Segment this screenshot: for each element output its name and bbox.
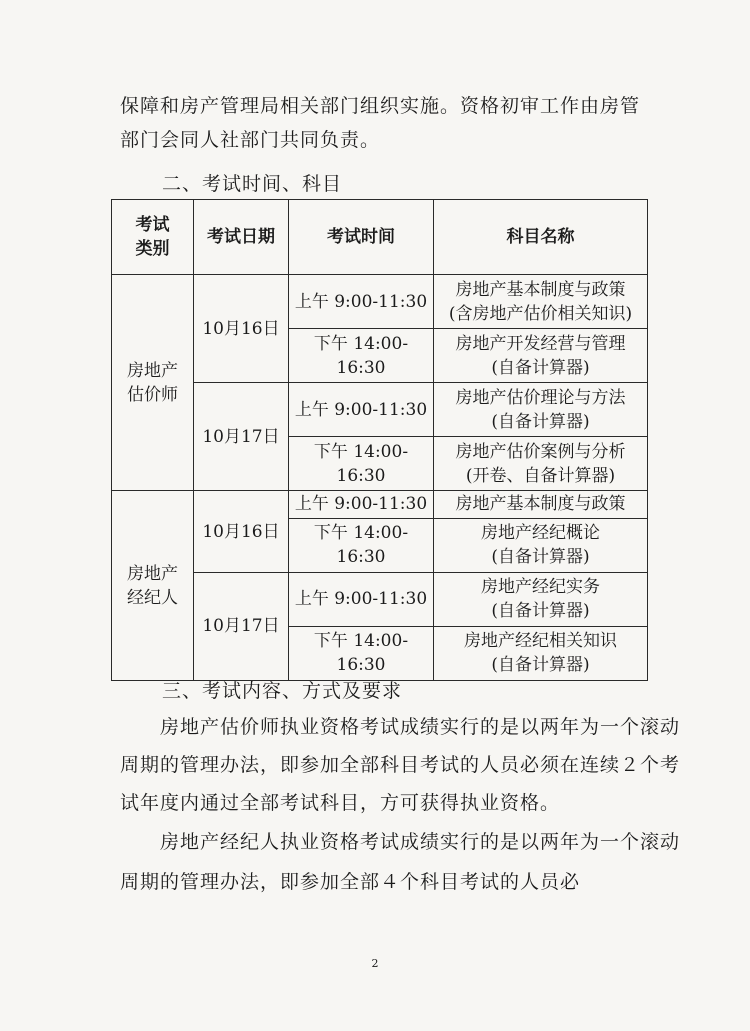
table-row: [112, 491, 648, 519]
time-cell: 下午 14:00-16:30: [289, 329, 434, 383]
table-header-row: [112, 200, 648, 275]
section-2-heading: 二、考试时间、科目: [162, 173, 343, 195]
time-cell: 下午 14:00-16:30: [289, 626, 434, 680]
subject-cell: 房地产经纪实务 (自备计算器): [434, 572, 648, 626]
time-cell: 下午 14:00-16:30: [289, 518, 434, 572]
time-cell: 上午 9:00-11:30: [289, 572, 434, 626]
subject-cell: 房地产估价案例与分析 (开卷、自备计算器): [434, 437, 648, 491]
category-cell: 房地产 经纪人: [112, 491, 194, 681]
date-cell: 10月16日: [194, 275, 289, 383]
body-paragraph-1: 房地产估价师执业资格考试成绩实行的是以两年为一个滚动周期的管理办法，即参加全部科目考试的人员必须在连续２个考试年度内通过全部考试科目，方可获得执业资格。: [120, 716, 681, 814]
category-cell: 房地产 估价师: [112, 275, 194, 491]
header-date: 考试日期: [194, 200, 289, 275]
page-number: 2: [371, 957, 379, 970]
time-cell: 上午 9:00-11:30: [289, 275, 434, 329]
time-cell: 下午 14:00-16:30: [289, 437, 434, 491]
exam-schedule-table: [111, 199, 648, 681]
date-cell: 10月17日: [194, 383, 289, 491]
intro-line-1: 保障和房产管理局相关部门组织实施。资格初审工作由房管: [120, 95, 641, 117]
header-subject: 科目名称: [434, 200, 648, 275]
intro-paragraph: [120, 89, 680, 157]
intro-line-2: 部门会同人社部门共同负责。: [120, 129, 381, 151]
table-row: [112, 275, 648, 329]
time-cell: 上午 9:00-11:30: [289, 383, 434, 437]
subject-cell: 房地产开发经营与管理 (自备计算器): [434, 329, 648, 383]
date-cell: 10月16日: [194, 491, 289, 573]
subject-cell: 房地产估价理论与方法 (自备计算器): [434, 383, 648, 437]
body-paragraph-2: 房地产经纪人执业资格考试成绩实行的是以两年为一个滚动周期的管理办法，即参加全部４个科目考试的人员必: [120, 831, 681, 893]
header-time: 考试时间: [289, 200, 434, 275]
section-3-heading: 三、考试内容、方式及要求: [162, 680, 403, 702]
subject-cell: 房地产经纪概论 (自备计算器): [434, 518, 648, 572]
date-cell: 10月17日: [194, 572, 289, 680]
header-category: 考试 类别: [112, 200, 194, 275]
subject-cell: 房地产经纪相关知识 (自备计算器): [434, 626, 648, 680]
time-cell: 上午 9:00-11:30: [289, 491, 434, 519]
subject-cell: 房地产基本制度与政策 (含房地产估价相关知识): [434, 275, 648, 329]
subject-cell: 房地产基本制度与政策: [434, 491, 648, 519]
